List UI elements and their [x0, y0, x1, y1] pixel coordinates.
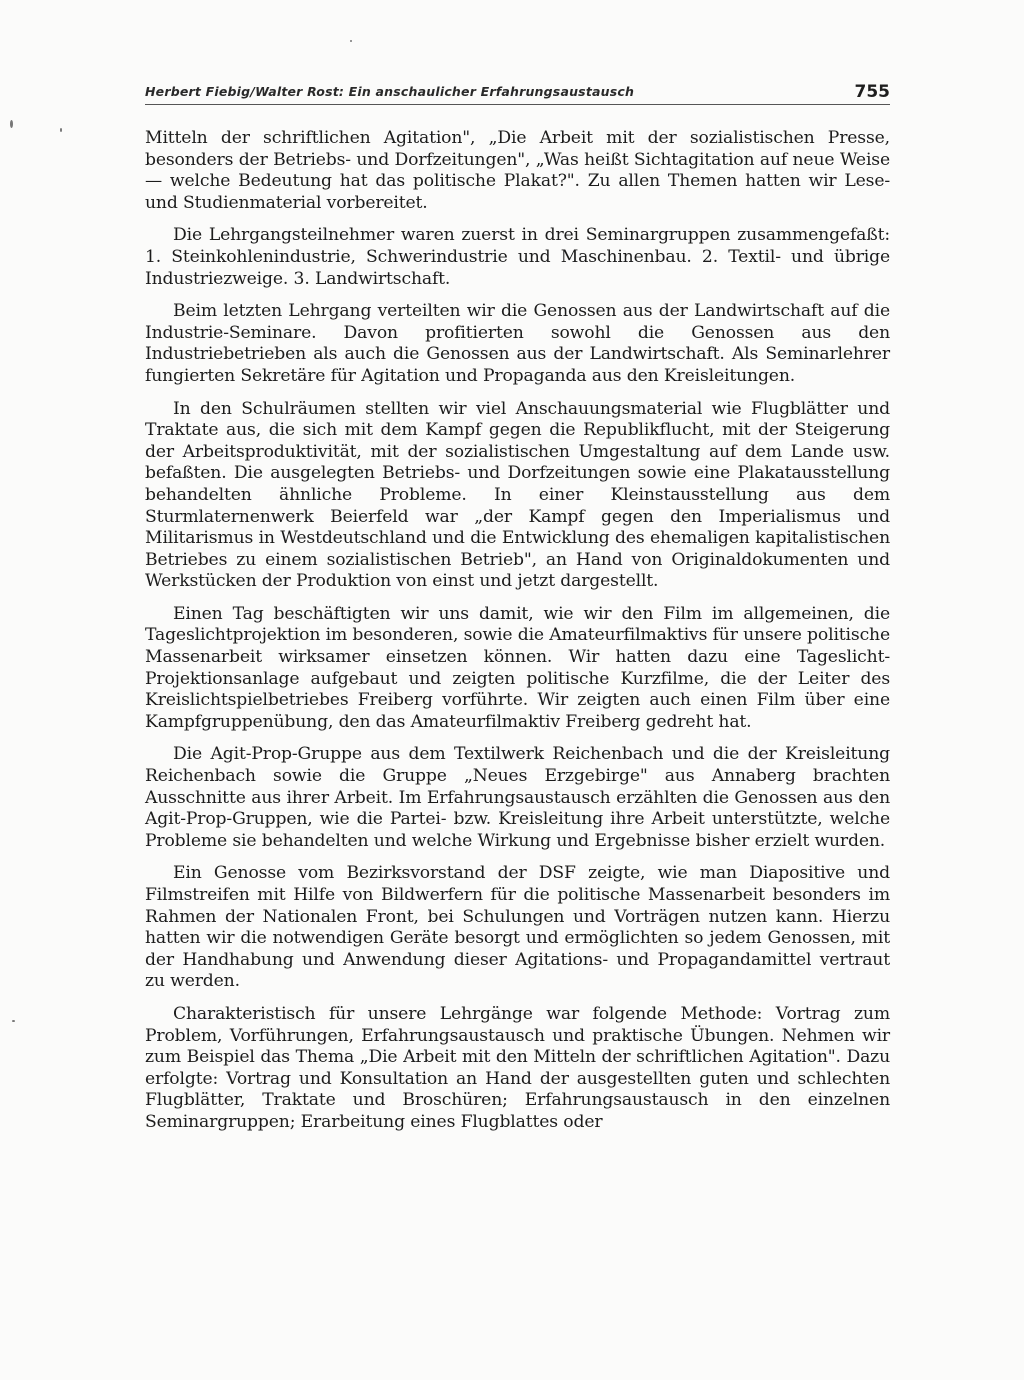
- paragraph: Die Agit-Prop-Gruppe aus dem Textilwerk Reichenbach und die der Kreisleitung Reichenbach sowie die Gruppe „Neues Erzgebirge" aus Annaberg brachten Ausschnitte aus ihrer Arbeit. Im Erfahrungsaustausch erzählten die Genossen aus den Agit-Prop-Gruppen, wie die Partei- bzw. Kreisleitung ihre Arbeit unterstützte, welche Probleme sie behandelten und welche Wirkung und Ergebnisse bisher erzielt wurden.: [145, 744, 890, 851]
- paragraph: Charakteristisch für unsere Lehrgänge war folgende Methode: Vortrag zum Problem, Vorführungen, Erfahrungsaustausch und praktische Übungen. Nehmen wir zum Beispiel das Thema „Die Arbeit mit den Mitteln der schriftlichen Agitation". Dazu erfolgte: Vortrag und Konsultation an Hand der ausgestellten guten und schlechten Flugblätter, Traktate und Broschüren; Erfahrungsaustausch in den einzelnen Seminargruppen; Erarbeitung eines Flugblattes oder: [145, 1003, 890, 1132]
- paragraph: In den Schulräumen stellten wir viel Anschauungsmaterial wie Flugblätter und Traktate aus, die sich mit dem Kampf gegen die Republikflucht, mit der Steigerung der Arbeitsproduktivität, mit der sozialistischen Umgestaltung auf dem Lande usw. befaßten. Die ausgelegten Betriebs- und Dorfzeitungen sowie eine Plakatausstellung behandelten ähnliche Probleme. In einer Kleinstausstellung aus dem Sturmlaternenwerk Beierfeld war „der Kampf gegen den Imperialismus und Militarismus in Westdeutschland und die Entwicklung des ehemaligen kapitalistischen Betriebes zu einem sozialistischen Betrieb", an Hand von Originaldokumenten und Werkstücken der Produktion von einst und jetzt dargestellt.: [145, 398, 890, 592]
- paragraph: Die Lehrgangsteilnehmer waren zuerst in drei Seminargruppen zusammengefaßt: 1. Steinkohlenindustrie, Schwerindustrie und Maschinenbau. 2. Textil- und übrige Industriezweige. 3. Landwirtschaft.: [145, 225, 890, 289]
- running-title: Herbert Fiebig/Walter Rost: Ein anschaulicher Erfahrungsaustausch: [145, 84, 635, 99]
- scan-speck: [10, 120, 13, 128]
- page-number: 755: [854, 82, 890, 102]
- paragraph: Beim letzten Lehrgang verteilten wir die Genossen aus der Landwirtschaft auf die Industrie-Seminare. Davon profitierten sowohl die Genossen aus den Industriebetrieben als auch die Genossen aus der Landwirtschaft. Als Seminarlehrer fungierten Sekretäre für Agitation und Propaganda aus den Kreisleitungen.: [145, 301, 890, 386]
- scan-speck: [60, 128, 62, 132]
- scan-speck: [12, 1020, 15, 1022]
- paragraph: Mitteln der schriftlichen Agitation", „Die Arbeit mit der sozialistischen Presse, besonders der Betriebs- und Dorfzeitungen", „Was heißt Sichtagitation auf neue Weise — welche Bedeutung hat das politische Plakat?". Zu allen Themen hatten wir Lese- und Studienmaterial vorbereitet.: [145, 128, 890, 213]
- body-text: [145, 128, 890, 1145]
- paragraph: Einen Tag beschäftigten wir uns damit, wie wir den Film im allgemeinen, die Tageslichtprojektion im besonderen, sowie die Amateurfilmaktivs für unsere politische Massenarbeit wirksamer einsetzen können. Wir hatten dazu eine Tageslicht-Projektionsanlage aufgebaut und zeigten politische Kurzfilme, die der Leiter des Kreislichtspielbetriebes Freiberg vorführte. Wir zeigten auch einen Film über eine Kampfgruppenübung, den das Amateurfilmaktiv Freiberg gedreht hat.: [145, 603, 890, 732]
- paragraph: Ein Genosse vom Bezirksvorstand der DSF zeigte, wie man Diapositive und Filmstreifen mit Hilfe von Bildwerfern für die politische Massenarbeit besonders im Rahmen der Nationalen Front, bei Schulungen und Vorträgen nutzen kann. Hierzu hatten wir die notwendigen Geräte besorgt und ermöglichten so jedem Genossen, mit der Handhabung und Anwendung dieser Agitations- und Propagandamittel vertraut zu werden.: [145, 863, 890, 992]
- scan-speck: [350, 40, 352, 42]
- header-rule: [145, 104, 890, 105]
